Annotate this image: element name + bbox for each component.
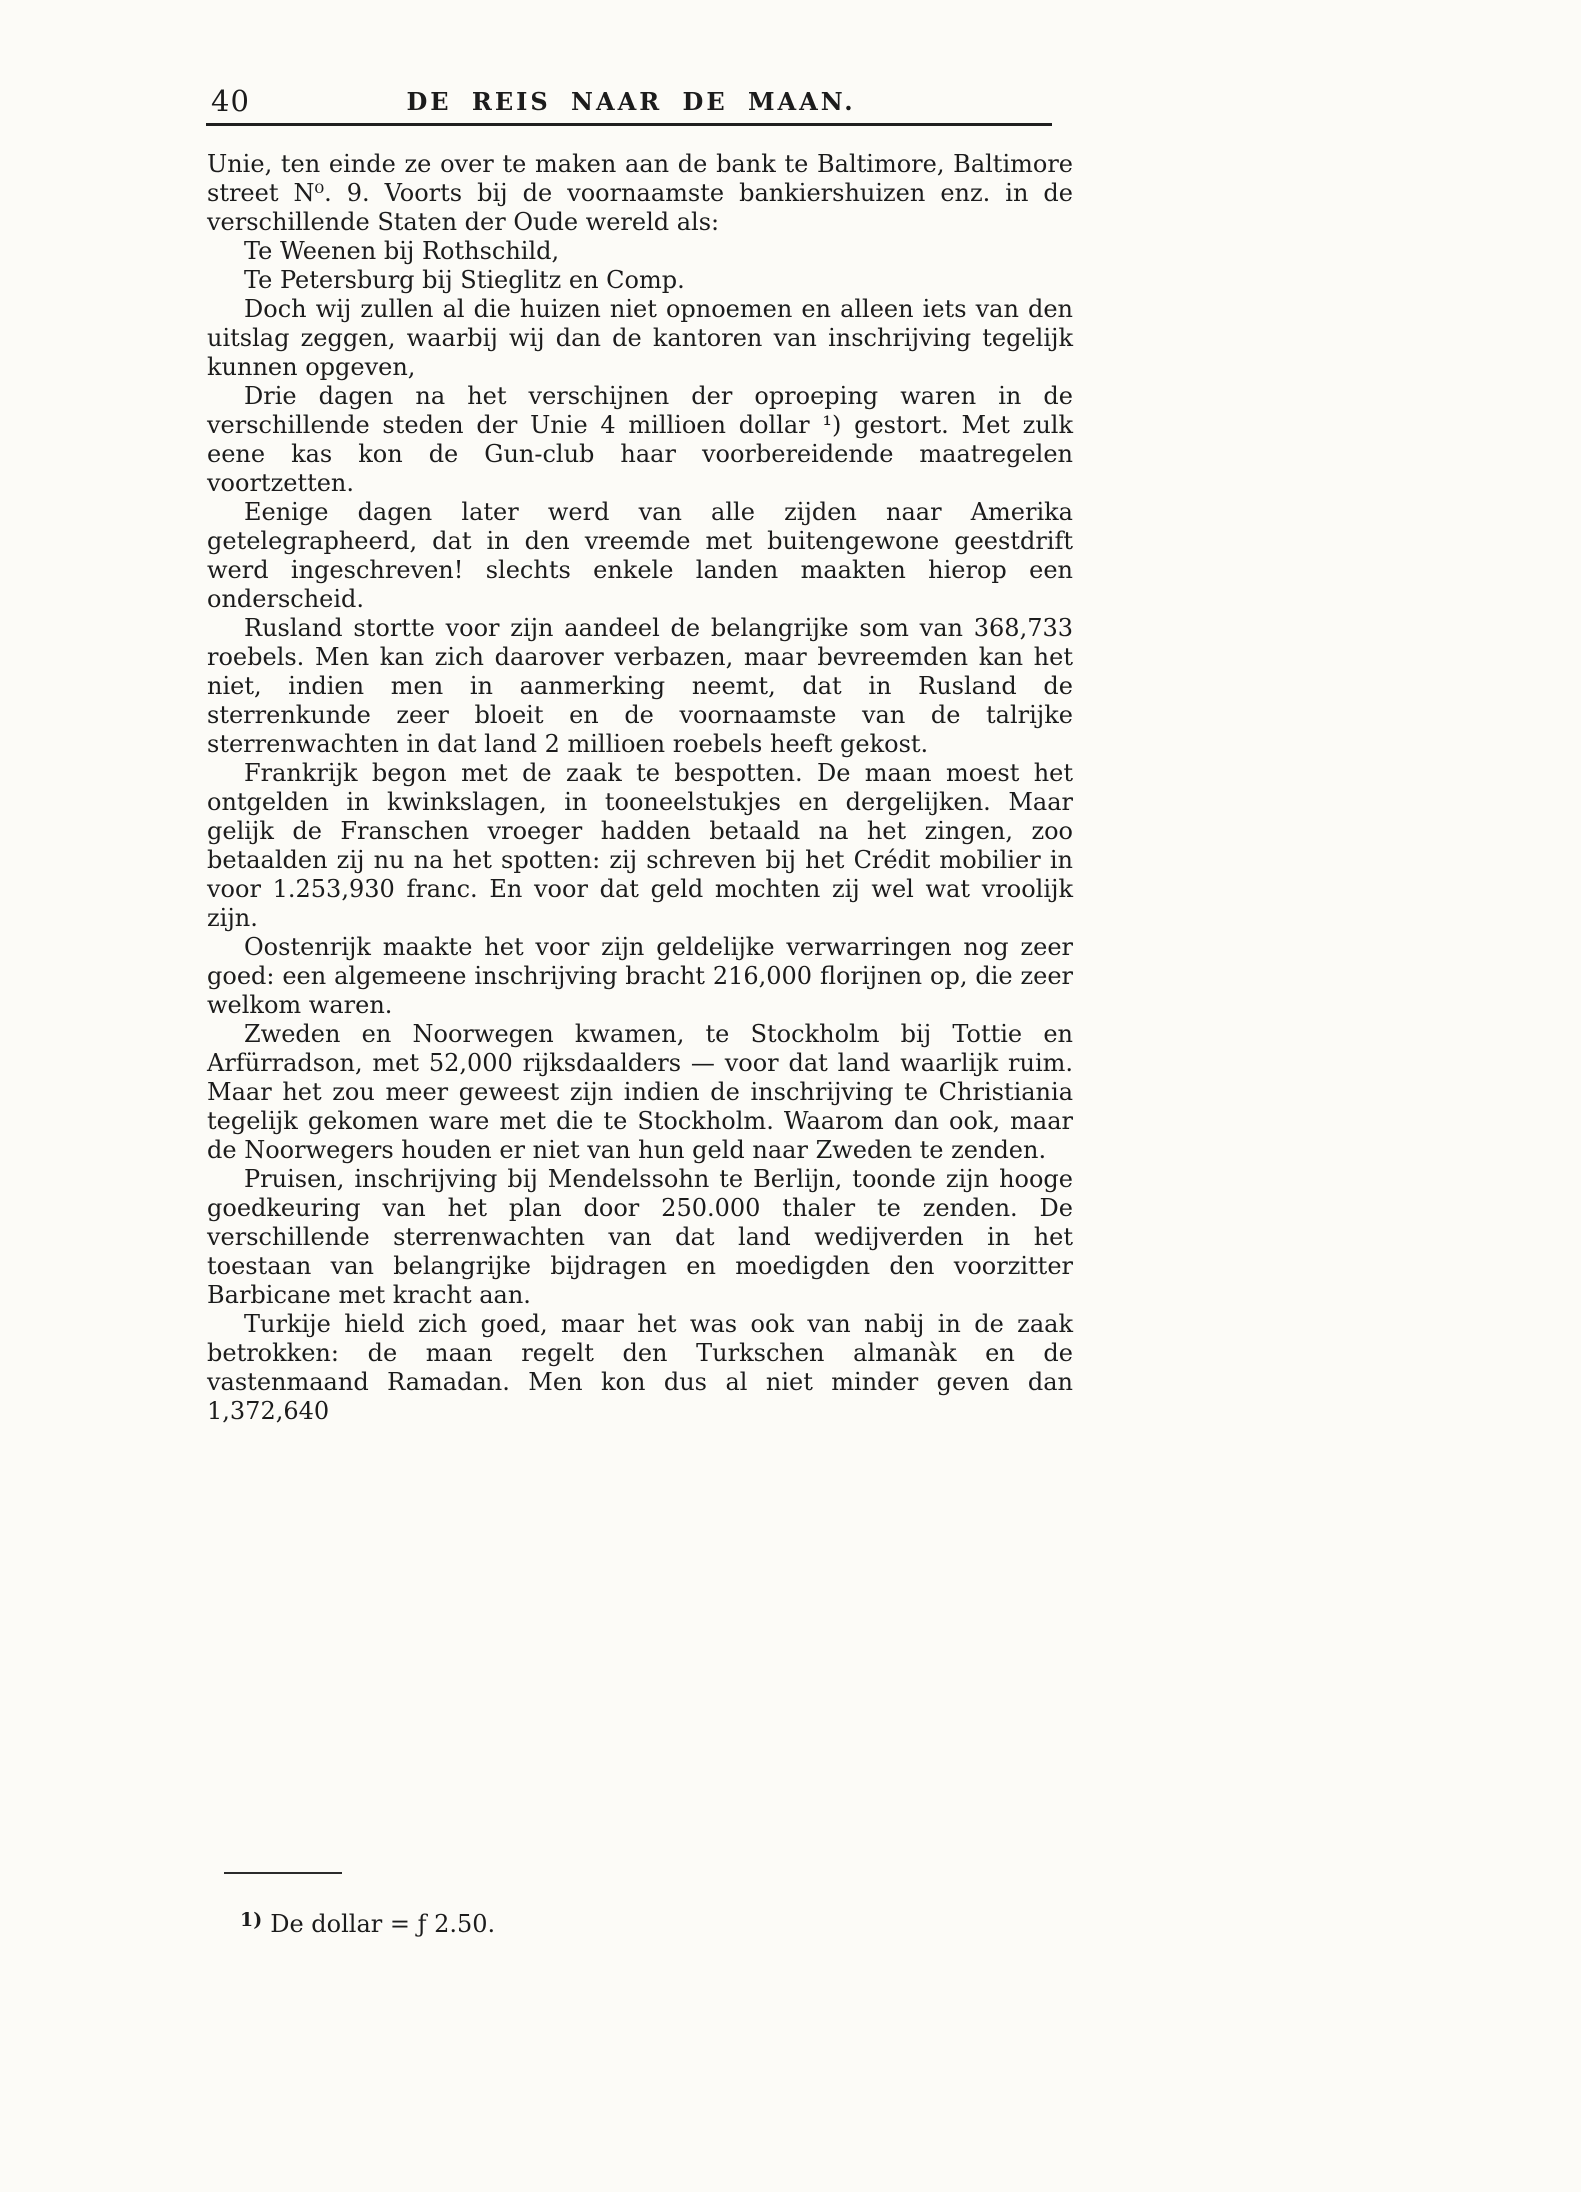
paragraph: Te Petersburg bij Stieglitz en Comp. xyxy=(244,266,685,294)
paragraph: Doch wij zullen al die huizen niet opnoemen en alleen iets van den uitslag zeggen, waarbij wij dan de kantoren van inschrijving tegelijk kunnen opgeven, xyxy=(207,295,1073,381)
paragraph: Turkije hield zich goed, maar het was ook van nabij in de zaak betrokken: de maan regelt den Turkschen almanàk en de vastenmaand Ramadan. Men kon dus al niet minder geven dan 1,372,640 xyxy=(207,1310,1073,1425)
paragraph: Zweden en Noorwegen kwamen, te Stockholm bij Tottie en Arfürradson, met 52,000 rijksdaalders — voor dat land waarlijk ruim. Maar het zou meer geweest zijn indien de inschrijving te Christiania tegelijk gekomen ware met die te Stockholm. Waarom dan ook, maar de Noorwegers houden er niet van hun geld naar Zweden te zenden. xyxy=(207,1020,1073,1164)
paragraph: Frankrijk begon met de zaak te bespotten. De maan moest het ontgelden in kwinkslagen, in tooneelstukjes en dergelijken. Maar gelijk de Franschen vroeger hadden betaald na het zingen, zoo betaalden zij nu na het spotten: zij schreven bij het Crédit mobilier in voor 1.253,930 franc. En voor dat geld mochten zij wel wat vroolijk zijn. xyxy=(207,759,1073,932)
page-number: 40 xyxy=(211,84,250,118)
paragraph: Unie, ten einde ze over te maken aan de bank te Baltimore, Baltimore street N⁰. 9. Voorts bij de voornaamste bankiershuizen enz. in de verschillende Staten der Oude wereld als: xyxy=(207,150,1073,236)
paragraph: Te Weenen bij Rothschild, xyxy=(244,237,560,265)
paragraph: Pruisen, inschrijving bij Mendelssohn te Berlijn, toonde zijn hooge goedkeuring van het plan door 250.000 thaler te zenden. De verschillende sterrenwachten van dat land wedijverden in het toestaan van belangrijke bijdragen en moedigden den voorzitter Barbicane met kracht aan. xyxy=(207,1165,1073,1309)
running-head xyxy=(207,82,1055,118)
paragraph: Eenige dagen later werd van alle zijden naar Amerika getelegrapheerd, dat in den vreemde met buitengewone geestdrift werd ingeschreven! slechts enkele landen maakten hierop een onderscheid. xyxy=(207,498,1073,613)
footnote-text: De dollar = ƒ 2.50. xyxy=(270,1910,496,1938)
paragraph: Rusland stortte voor zijn aandeel de belangrijke som van 368,733 roebels. Men kan zich daarover verbazen, maar bevreemden kan het niet, indien men in aanmerking neemt, dat in Rusland de sterrenkunde zeer bloeit en de voornaamste van de talrijke sterrenwachten in dat land 2 millioen roebels heeft gekost. xyxy=(207,614,1073,758)
paragraph: Drie dagen na het verschijnen der oproeping waren in de verschillende steden der Unie 4 millioen dollar ¹) gestort. Met zulk eene kas kon de Gun-club haar voorbereidende maatregelen voortzetten. xyxy=(207,382,1073,497)
footnote-block xyxy=(210,1872,1076,1939)
footnote-separator xyxy=(224,1872,342,1874)
body-text xyxy=(207,150,1073,1426)
running-title: DE REIS NAAR DE MAAN. xyxy=(406,87,856,116)
footnote-marker: 1) xyxy=(240,1909,263,1931)
header-rule xyxy=(206,123,1052,126)
footnote xyxy=(240,1906,1076,1939)
paragraph: Oostenrijk maakte het voor zijn geldelijke verwarringen nog zeer goed: een algemeene inschrijving bracht 216,000 florijnen op, die zeer welkom waren. xyxy=(207,933,1073,1019)
